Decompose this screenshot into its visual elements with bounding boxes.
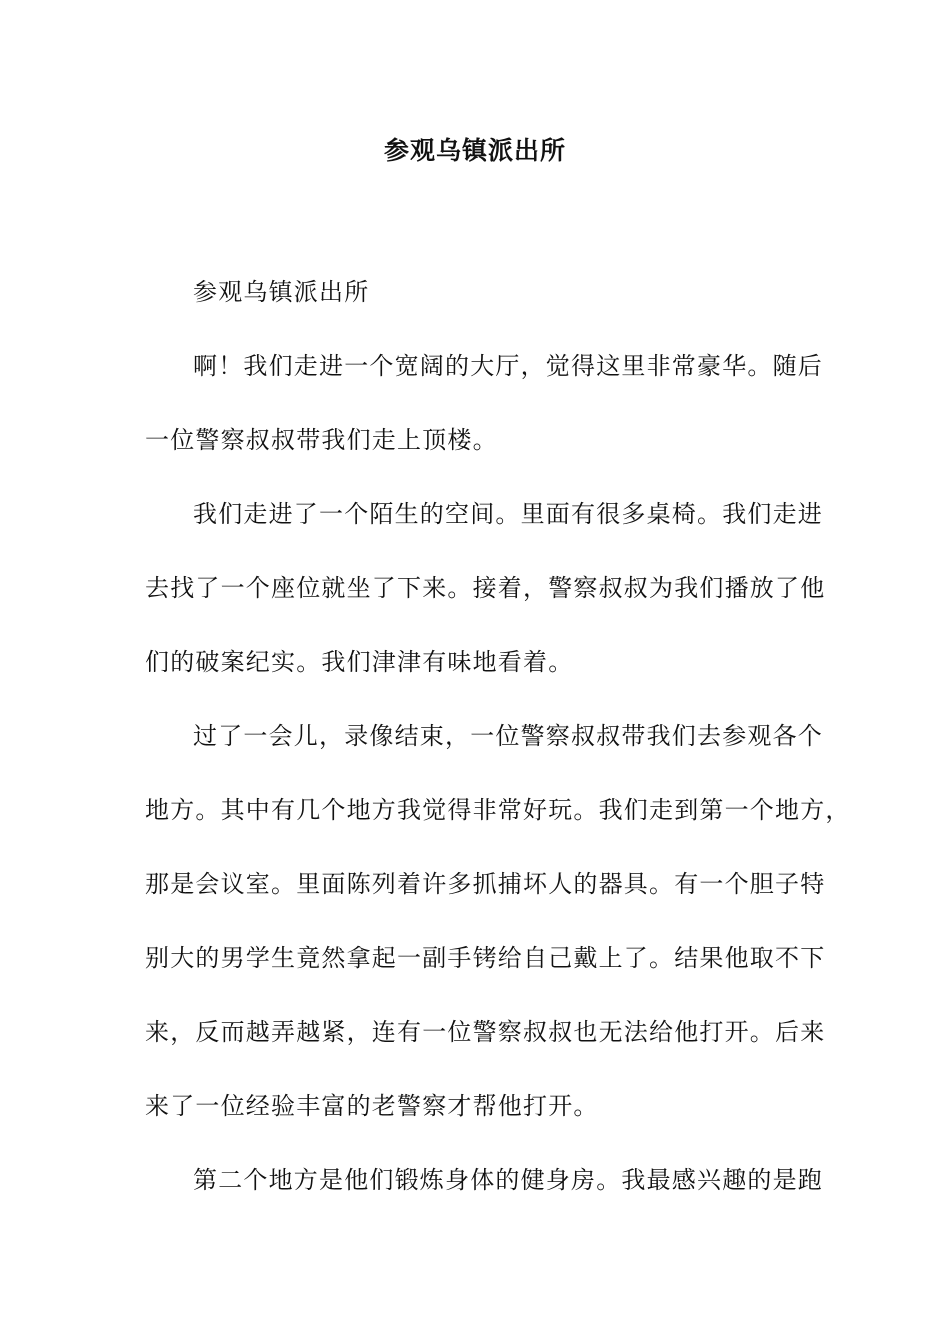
text-line: 来了一位经验丰富的老警察才帮他打开。 (145, 1092, 599, 1120)
text-line: 参观乌镇派出所 (193, 278, 370, 306)
text-line: 一位警察叔叔带我们走上顶楼。 (145, 426, 498, 454)
text-line: 来，反而越弄越紧，连有一位警察叔叔也无法给他打开。后来 (145, 1018, 826, 1046)
text-line: 地方。其中有几个地方我觉得非常好玩。我们走到第一个地方， (145, 796, 851, 824)
paragraph (145, 329, 825, 477)
text-line: 那是会议室。里面陈列着许多抓捕坏人的器具。有一个胆子特 (145, 870, 826, 898)
text-line: 啊！我们走进一个宽阔的大厅，觉得这里非常豪华。随后 (193, 352, 823, 380)
paragraph (145, 699, 851, 1143)
document-body (145, 255, 851, 1217)
text-line: 我们走进了一个陌生的空间。里面有很多桌椅。我们走进 (193, 500, 823, 528)
document-title: 参观乌镇派出所 (383, 136, 566, 165)
text-line: 过了一会儿，录像结束，一位警察叔叔带我们去参观各个 (193, 722, 823, 750)
text-line: 们的破案纪实。我们津津有味地看着。 (145, 648, 574, 676)
paragraph (145, 1143, 825, 1217)
text-line: 第二个地方是他们锻炼身体的健身房。我最感兴趣的是跑 (193, 1166, 823, 1194)
text-line: 别大的男学生竟然拿起一副手铐给自己戴上了。结果他取不下 (145, 944, 826, 972)
paragraph (145, 477, 825, 699)
paragraph-subtitle (145, 255, 825, 329)
text-line: 去找了一个座位就坐了下来。接着，警察叔叔为我们播放了他 (145, 574, 826, 602)
